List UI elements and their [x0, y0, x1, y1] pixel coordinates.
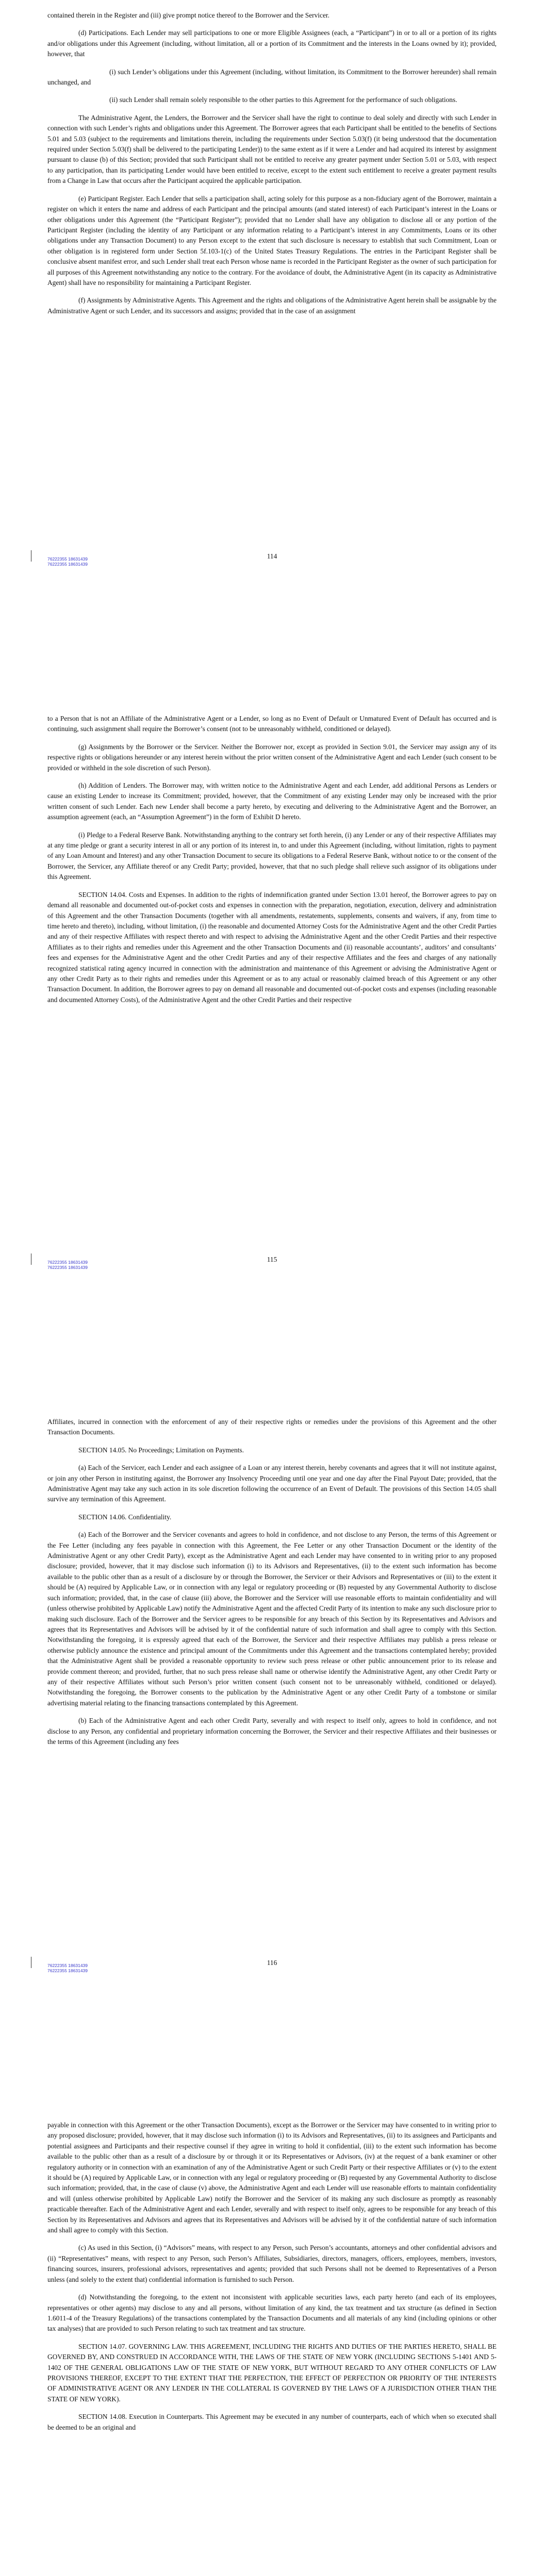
document-id: [47, 556, 88, 567]
page-number: 115: [267, 1256, 277, 1263]
paragraph: (a) Each of the Servicer, each Lender and each assignee of a Loan or any interest therein, hereby covenants and agrees that it will not institute against, or join any other Person in instituting against, the Borrower any Insolvency Proceeding until one year and one day after the Final Payout Date; provided, that the Administrative Agent may take any such action in its sole discretion following the occurrence of an Event of Default. The provisions of this Section 14.05 shall survive any termination of this Agreement.: [47, 1464, 497, 1503]
paragraph: (i) Pledge to a Federal Reserve Bank. Notwithstanding anything to the contrary set forth herein, (i) any Lender or any of their respective Affiliates may at any time pledge or grant a security interest in all or any portion of its interest in, to and under this Agreement (including, without limitation, rights to payment of any Loan Amount and Interest) and any other Transaction Document to secure its obligations to a Federal Reserve Bank, without notice to or the consent of the Borrower, the Servicer, any Affiliate thereof or any Credit Party; provided, however, that that no such pledge shall relieve such assignor of its obligations under this Agreement.: [47, 831, 497, 881]
paragraph: (b) Each of the Administrative Agent and each other Credit Party, severally and with respect to itself only, agrees to hold in confidence, and not disclose to any Person, any confidential and proprietary information concerning the Borrower, the Servicer and their respective Affiliates and their businesses or the terms of this Agreement (including any fees: [47, 1717, 497, 1745]
paragraph: Affiliates, incurred in connection with the enforcement of any of their respective rights or remedies under the provisions of this Agreement and the other Transaction Documents.: [47, 1418, 497, 1436]
document-id: [47, 1260, 88, 1270]
paragraph: (i) such Lender’s obligations under this Agreement (including, without limitation, its Commitment to the Borrower hereunder) shall remain unchanged, and: [47, 67, 497, 87]
page-number: 114: [267, 552, 277, 560]
document-id-line: 76222355 18631439: [47, 1265, 88, 1270]
document-id-line: 76222355 18631439: [47, 1968, 88, 1973]
document-id: [47, 1963, 88, 1973]
paragraph: SECTION 14.08. Execution in Counterparts. This Agreement may be executed in any number of counterparts, each of which when so executed shall be deemed to be an original and: [47, 2413, 497, 2431]
paragraph: The Administrative Agent, the Lenders, the Borrower and the Servicer shall have the right to continue to deal solely and directly with such Lender in connection with such Lender’s rights and obligations under this Agreement. The Borrower agrees that each Participant shall be entitled to the benefits of Sections 5.01 and 5.03 (subject to the requirements and limitations therein, including the requirements under Section 5.03(f) (it being understood that the documentation required under Section 5.03(f) shall be delivered to the participating Lender)) to the same extent as if it were a Lender and had acquired its interest by assignment pursuant to clause (b) of this Section; provided that such Participant shall not be entitled to receive any greater payment under Section 5.01 or 5.03, with respect to any participation, than its participating Lender would have been entitled to receive, except to the extent such entitlement to receive a greater payment results from a Change in Law that occurs after the Participant acquired the applicable participation.: [47, 113, 497, 185]
paragraph: (e) Participant Register. Each Lender that sells a participation shall, acting solely for this purpose as a non-fiduciary agent of the Borrower, maintain a register on which it enters the name and address of each Participant and the principal amounts (and stated interest) of each Participant’s interest in the Loans or other obligations under this Agreement (the “Participant Register”); provided that no Lender shall have any obligation to disclose all or any portion of the Participant Register (including the identity of any Participant or any information relating to a Participant’s interest in any Commitments, Loans or its other obligations under any Transaction Document) to any Person except to the extent that such disclosure is necessary to establish that such Commitment, Loan or other obligation is in registered form under Section 5f.103-1(c) of the United States Treasury Regulations. The entries in the Participant Register shall be conclusive absent manifest error, and such Lender shall treat each Person whose name is recorded in the Participant Register as the owner of such participation for all purposes of this Agreement notwithstanding any notice to the contrary. For the avoidance of doubt, the Administrative Agent (in its capacity as Administrative Agent) shall have no responsibility for maintaining a Participant Register.: [47, 194, 497, 286]
page-footer: [0, 1958, 544, 1984]
document-page: [0, 703, 544, 1406]
paragraph: contained therein in the Register and (iii) give prompt notice thereof to the Borrower and the Servicer.: [47, 11, 329, 19]
paragraph: (d) Notwithstanding the foregoing, to the extent not inconsistent with applicable securities laws, each party hereto (and each of its employees, representatives or other agents) may disclose to any and all persons, without limitation of any kind, the tax treatment and tax structure (as defined in Section 1.6011-4 of the Treasury Regulations) of the transactions contemplated by the Transaction Documents and all materials of any kind (including opinions or other tax analyses) that are provided to such Person relating to such tax treatment and tax structure.: [47, 2293, 497, 2333]
paragraph: (a) Each of the Borrower and the Servicer covenants and agrees to hold in confidence, and not disclose to any Person, the terms of this Agreement or the Fee Letter (including any fees payable in connection with this Agreement, the Fee Letter or any other Transaction Document or the identity of the Administrative Agent or any other Credit Party), except as the Administrative Agent and each Lender may have consented to in writing prior to any proposed disclosure; provided, however, that it may disclose such information (i) to its Advisors and Representatives, (ii) to the extent such information has become available to the public other than as a result of a disclosure by or through the Borrower, the Servicer or their Advisors and Representatives or (iii) to the extent it should be (A) required by Applicable Law, or in connection with any legal or regulatory proceeding or (B) requested by any Governmental Authority to disclose such information; provided, that, in the case of clause (iii) above, the Borrower and the Servicer will use reasonable efforts to maintain confidentiality and will (unless otherwise prohibited by Applicable Law) notify the Administrative Agent and the affected Credit Party of its intention to make any such disclosure prior to making such disclosure. Each of the Borrower and the Servicer agrees to be responsible for any breach of this Section by its Representatives and Advisors and agrees that its Representatives and Advisors will be advised by it of the confidential nature of such information and shall agree to comply with this Section. Notwithstanding the foregoing, it is expressly agreed that each of the Borrower, the Servicer and their respective Affiliates may publish a press release or otherwise publicly announce the existence and principal amount of the Commitments under this Agreement and the transactions contemplated hereby; provided that the Administrative Agent shall be provided a reasonable opportunity to review such press release or other public announcement prior to its release and provide comment thereon; and provided, further, that no such press release shall name or otherwise identify the Administrative Agent, any other Credit Party or any of their respective Affiliates without such Person’s prior written consent (such consent not to be unreasonably withheld, conditioned or delayed). Notwithstanding the foregoing, the Borrower consents to the publication by the Administrative Agent or any other Credit Party of a tombstone or similar advertising material relating to the financing transactions contemplated by this Agreement.: [47, 1531, 497, 1707]
paragraph: (h) Addition of Lenders. The Borrower may, with written notice to the Administrative Agent and each Lender, add additional Persons as Lenders or cause an existing Lender to increase its Commitment; provided, however, that the Commitment of any existing Lender may only be increased with the prior written consent of such Lender. Each new Lender shall become a party hereto, by executing and delivering to the Administrative Agent and the Borrower, an assumption agreement (each, an “Assumption Agreement”) in the form of Exhibit D hereto.: [47, 782, 497, 821]
document-id-line: 76222355 18631439: [47, 562, 88, 567]
document-page: [0, 2110, 544, 2576]
paragraph: SECTION 14.07. GOVERNING LAW. THIS AGREEMENT, INCLUDING THE RIGHTS AND DUTIES OF THE PARTIES HERETO, SHALL BE GOVERNED BY, AND CONSTRUED IN ACCORDANCE WITH, THE LAWS OF THE STATE OF NEW YORK (INCLUDING SECTIONS 5-1401 AND 5-1402 OF THE GENERAL OBLIGATIONS LAW OF THE STATE OF NEW YORK, BUT WITHOUT REGARD TO ANY OTHER CONFLICTS OF LAW PROVISIONS THEREOF, EXCEPT TO THE EXTENT THAT THE PERFECTION, THE EFFECT OF PERFECTION OR PRIORITY OF THE INTERESTS OF ADMINISTRATIVE AGENT OR ANY LENDER IN THE COLLATERAL IS GOVERNED BY THE LAWS OF A JURISDICTION OTHER THAN THE STATE OF NEW YORK).: [47, 2342, 497, 2403]
section-heading: SECTION 14.06. Confidentiality.: [78, 1513, 172, 1521]
paragraph: (g) Assignments by the Borrower or the Servicer. Neither the Borrower nor, except as provided in Section 9.01, the Servicer may assign any of its respective rights or obligations hereunder or any interest herein without the prior written consent of the Administrative Agent and each Lender (such consent to be provided or withheld in the sole discretion of such Person).: [47, 742, 497, 772]
paragraph: (d) Participations. Each Lender may sell participations to one or more Eligible Assignees (each, a “Participant”) in or to all or a portion of its rights and/or obligations under this Agreement (including, without limitation, all or a portion of its Commitment and the interests in the Loans owned by it); provided, however, that: [47, 29, 497, 58]
document-page: [0, 1406, 544, 2110]
page-footer: [0, 1255, 544, 1280]
page-number: 116: [267, 1959, 277, 1967]
paragraph: to a Person that is not an Affiliate of the Administrative Agent or a Lender, so long as no Event of Default or Unmatured Event of Default has occurred and is continuing, such assignment shall require the Borrower’s consent (not to be unreasonably withheld, conditioned or delayed).: [47, 715, 497, 733]
section-heading: SECTION 14.05. No Proceedings; Limitation on Payments.: [78, 1446, 244, 1454]
document-id-line: 76222355 18631439: [47, 556, 88, 562]
paragraph: (c) As used in this Section, (i) “Advisors” means, with respect to any Person, such Person’s accountants, attorneys and other confidential advisors and (ii) “Representatives” means, with respect to any Person, such Person’s Affiliates, Subsidiaries, directors, managers, officers, employees, members, investors, financing sources, insurers, professional advisors, representatives and agents; provided that such Persons shall not be deemed to Representatives of a Person unless (and solely to the extent that) confidential information is furnished to such Person.: [47, 2244, 497, 2283]
paragraph: payable in connection with this Agreement or the other Transaction Documents), except as the Borrower or the Servicer may have consented to in writing prior to any proposed disclosure; provided, however, that it may disclose such information (i) to its Advisors and Representatives, (ii) to its assignees and Participants and potential assignees and Participants and their respective counsel if they agree in writing to hold it confidential, (iii) to the extent such information has become available to the public other than as a result of a disclosure by or through it or its Representatives or Advisors, (iv) at the request of a bank examiner or other regulatory authority or in connection with an examination of any of the Administrative Agent or such Credit Party or their respective Affiliates or (v) to the extent it should be (A) required by Applicable Law, or in connection with any legal or regulatory proceeding or (B) requested by any Governmental Authority to disclose such information; provided, that, in the case of clause (v) above, the Administrative Agent and each Lender will use reasonable efforts to maintain confidentiality and will (unless otherwise prohibited by Applicable Law) notify the Borrower and the Servicer of its making any such disclosure as promptly as reasonably practicable thereafter. Each of the Administrative Agent and each Lender, severally and with respect to itself only, agrees to be responsible for any breach of this Section by its Representatives and Advisors and agrees that its Representatives and Advisors will be advised by it of the confidential nature of such information and shall agree to comply with this Section.: [47, 2121, 497, 2234]
paragraph: (ii) such Lender shall remain solely responsible to the other parties to this Agreement for the performance of such obligations.: [109, 96, 457, 104]
paragraph: SECTION 14.04. Costs and Expenses. In addition to the rights of indemnification granted under Section 13.01 hereof, the Borrower agrees to pay on demand all reasonable and documented out-of-pocket costs and expenses in connection with the preparation, negotiation, execution, delivery and administration of this Agreement and the other Transaction Documents (together with all amendments, restatements, supplements, consents and waivers, if any, from time to time hereto and thereto), including, without limitation, (i) the reasonable and documented Attorney Costs for the Administrative Agent and the other Credit Parties and any of their respective Affiliates with respect thereto and with respect to advising the Administrative Agent and the other Credit Parties and their respective Affiliates as to their rights and remedies under this Agreement and the other Transaction Documents and (ii) reasonable accountants’, auditors’ and consultants’ fees and expenses for the Administrative Agent and the other Credit Parties and any of their respective Affiliates and the fees and charges of any nationally recognized statistical rating agency incurred in connection with the administration and maintenance of this Agreement or advising the Administrative Agent or any other Credit Party as to their rights and remedies under this Agreement or as to any actual or reasonably claimed breach of this Agreement or any other Transaction Document. In addition, the Borrower agrees to pay on demand all reasonable and documented out-of-pocket costs and expenses (including reasonable and documented Attorney Costs), of the Administrative Agent and the other Credit Parties and their respective: [47, 890, 497, 1004]
paragraph: (f) Assignments by Administrative Agents. This Agreement and the rights and obligations of the Administrative Agent herein shall be assignable by the Administrative Agent or such Lender, and its successors and assigns; provided that in the case of an assignment: [47, 296, 497, 315]
document-page: [0, 0, 544, 703]
page-footer: [0, 551, 544, 577]
document-id-line: 76222355 18631439: [47, 1260, 88, 1265]
document-id-line: 76222355 18631439: [47, 1963, 88, 1968]
